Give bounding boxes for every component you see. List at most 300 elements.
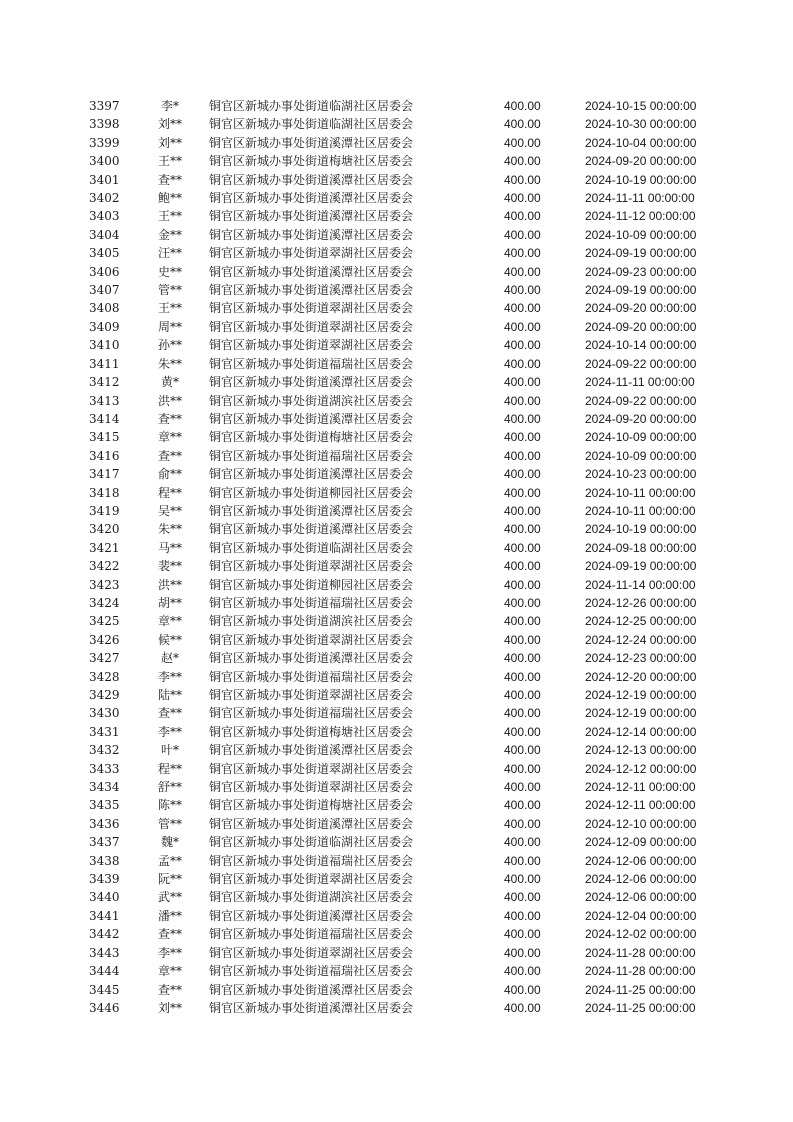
row-amount: 400.00	[504, 135, 541, 150]
row-date: 2024-11-28 00:00:00	[585, 964, 696, 979]
row-organization: 铜官区新城办事处街道福瑞社区居委会	[209, 964, 414, 979]
row-name: 查**	[157, 448, 182, 463]
row-date: 2024-10-15 00:00:00	[585, 99, 697, 113]
row-date: 2024-12-12 00:00:00	[585, 761, 697, 776]
table-row	[0, 134, 793, 152]
table-row	[0, 870, 793, 888]
row-name: 管**	[157, 816, 182, 831]
row-date: 2024-09-18 00:00:00	[585, 540, 697, 555]
row-date: 2024-11-28 00:00:00	[585, 945, 696, 960]
row-organization: 铜官区新城办事处街道溪潭社区居委会	[209, 264, 414, 279]
row-date: 2024-09-20 00:00:00	[585, 319, 697, 334]
row-number: 3413	[89, 393, 120, 408]
row-amount: 400.00	[504, 411, 541, 426]
row-number: 3424	[89, 595, 120, 610]
row-name: 刘**	[157, 1000, 182, 1015]
row-name: 查**	[157, 706, 182, 721]
row-date: 2024-12-09 00:00:00	[585, 835, 697, 850]
row-name: 查**	[157, 411, 182, 426]
table-row	[0, 465, 793, 483]
row-amount: 400.00	[504, 614, 541, 629]
row-date: 2024-09-22 00:00:00	[585, 393, 697, 408]
table-row	[0, 557, 793, 575]
row-amount: 400.00	[504, 872, 541, 887]
row-organization: 铜官区新城办事处街道溪潭社区居委会	[209, 503, 414, 518]
row-amount: 400.00	[504, 448, 541, 463]
row-name: 裴**	[157, 559, 182, 574]
row-organization: 铜官区新城办事处街道临湖社区居委会	[209, 835, 414, 850]
table-row	[0, 852, 793, 870]
row-date: 2024-10-09 00:00:00	[585, 448, 697, 463]
row-amount: 400.00	[504, 761, 541, 776]
row-number: 3401	[89, 172, 120, 187]
row-amount: 400.00	[504, 154, 541, 169]
row-amount: 400.00	[504, 99, 541, 113]
row-number: 3434	[89, 780, 120, 795]
row-number: 3430	[89, 706, 120, 721]
row-number: 3419	[89, 503, 120, 518]
row-amount: 400.00	[504, 853, 541, 868]
row-number: 3410	[89, 338, 120, 353]
row-amount: 400.00	[504, 467, 541, 482]
row-date: 2024-12-06 00:00:00	[585, 853, 697, 868]
row-amount: 400.00	[504, 503, 541, 518]
row-amount: 400.00	[504, 559, 541, 574]
row-organization: 铜官区新城办事处街道翠湖社区居委会	[209, 761, 414, 776]
row-amount: 400.00	[504, 301, 541, 316]
row-name: 章**	[157, 430, 182, 445]
row-name: 孙**	[157, 338, 182, 353]
table-row	[0, 428, 793, 446]
table-row	[0, 907, 793, 925]
row-organization: 铜官区新城办事处街道福瑞社区居委会	[209, 356, 414, 371]
row-name: 马**	[157, 540, 182, 555]
row-name: 武**	[157, 890, 182, 905]
row-number: 3436	[89, 816, 120, 831]
row-amount: 400.00	[504, 283, 541, 298]
row-date: 2024-11-11 00:00:00	[585, 375, 695, 390]
row-name: 魏*	[160, 835, 179, 850]
table-row	[0, 778, 793, 796]
row-number: 3416	[89, 448, 120, 463]
row-organization: 铜官区新城办事处街道溪潭社区居委会	[209, 135, 414, 150]
table-row	[0, 484, 793, 502]
row-amount: 400.00	[504, 172, 541, 187]
row-amount: 400.00	[504, 577, 541, 592]
table-row	[0, 97, 793, 115]
table-row	[0, 189, 793, 207]
row-organization: 铜官区新城办事处街道福瑞社区居委会	[209, 853, 414, 868]
row-amount: 400.00	[504, 945, 541, 960]
row-date: 2024-12-25 00:00:00	[585, 614, 697, 629]
row-date: 2024-10-19 00:00:00	[585, 522, 697, 537]
row-date: 2024-09-19 00:00:00	[585, 283, 697, 298]
row-number: 3412	[89, 375, 120, 390]
row-number: 3443	[89, 945, 120, 960]
table-row	[0, 631, 793, 649]
row-date: 2024-10-30 00:00:00	[585, 117, 697, 132]
row-name: 叶*	[160, 743, 179, 758]
table-row	[0, 281, 793, 299]
row-name: 孟**	[157, 853, 182, 868]
row-number: 3398	[89, 117, 120, 132]
row-organization: 铜官区新城办事处街道柳园社区居委会	[209, 577, 414, 592]
table-row	[0, 649, 793, 667]
row-organization: 铜官区新城办事处街道临湖社区居委会	[209, 117, 414, 132]
row-name: 查**	[157, 982, 182, 997]
row-organization: 铜官区新城办事处街道溪潭社区居委会	[209, 908, 414, 923]
table-row	[0, 244, 793, 262]
row-organization: 铜官区新城办事处街道翠湖社区居委会	[209, 559, 414, 574]
table-row	[0, 760, 793, 778]
row-organization: 铜官区新城办事处街道溪潭社区居委会	[209, 375, 414, 390]
row-amount: 400.00	[504, 908, 541, 923]
row-organization: 铜官区新城办事处街道溪潭社区居委会	[209, 411, 414, 426]
row-date: 2024-12-11 00:00:00	[585, 780, 696, 795]
row-date: 2024-12-23 00:00:00	[585, 651, 697, 666]
table-row	[0, 888, 793, 906]
table-row	[0, 318, 793, 336]
row-number: 3399	[89, 135, 120, 150]
row-number: 3441	[89, 908, 120, 923]
row-date: 2024-09-19 00:00:00	[585, 246, 697, 261]
row-number: 3442	[89, 927, 120, 942]
row-organization: 铜官区新城办事处街道翠湖社区居委会	[209, 945, 414, 960]
table-row	[0, 373, 793, 391]
row-organization: 铜官区新城办事处街道湖滨社区居委会	[209, 614, 414, 629]
row-amount: 400.00	[504, 927, 541, 942]
table-row	[0, 686, 793, 704]
row-date: 2024-10-04 00:00:00	[585, 135, 697, 150]
row-name: 管**	[157, 283, 182, 298]
row-number: 3404	[89, 227, 120, 242]
table-row	[0, 502, 793, 520]
row-name: 阮**	[157, 872, 182, 887]
row-number: 3411	[89, 356, 120, 371]
row-organization: 铜官区新城办事处街道翠湖社区居委会	[209, 319, 414, 334]
row-number: 3437	[89, 835, 120, 850]
row-name: 王**	[157, 209, 182, 224]
row-number: 3432	[89, 743, 120, 758]
row-date: 2024-12-14 00:00:00	[585, 724, 697, 739]
row-amount: 400.00	[504, 706, 541, 721]
row-number: 3414	[89, 411, 120, 426]
table-row	[0, 741, 793, 759]
row-organization: 铜官区新城办事处街道溪潭社区居委会	[209, 743, 414, 758]
row-number: 3431	[89, 724, 120, 739]
row-date: 2024-12-20 00:00:00	[585, 669, 697, 684]
row-name: 李**	[157, 724, 182, 739]
row-date: 2024-09-22 00:00:00	[585, 356, 697, 371]
row-name: 程**	[157, 485, 182, 500]
row-name: 李**	[157, 945, 182, 960]
row-amount: 400.00	[504, 319, 541, 334]
row-amount: 400.00	[504, 743, 541, 758]
row-name: 李**	[157, 669, 182, 684]
row-name: 黄*	[160, 375, 179, 390]
table-row	[0, 207, 793, 225]
row-date: 2024-11-14 00:00:00	[585, 577, 696, 592]
row-number: 3418	[89, 485, 120, 500]
row-date: 2024-12-26 00:00:00	[585, 595, 697, 610]
row-organization: 铜官区新城办事处街道溪潭社区居委会	[209, 522, 414, 537]
row-name: 查**	[157, 927, 182, 942]
subsidy-list-table	[0, 97, 793, 1017]
row-amount: 400.00	[504, 430, 541, 445]
row-amount: 400.00	[504, 356, 541, 371]
row-number: 3407	[89, 283, 120, 298]
table-row	[0, 815, 793, 833]
row-amount: 400.00	[504, 209, 541, 224]
table-row	[0, 668, 793, 686]
row-number: 3403	[89, 209, 120, 224]
row-date: 2024-12-24 00:00:00	[585, 632, 697, 647]
row-organization: 铜官区新城办事处街道溪潭社区居委会	[209, 227, 414, 242]
row-organization: 铜官区新城办事处街道溪潭社区居委会	[209, 191, 414, 206]
row-amount: 400.00	[504, 982, 541, 997]
row-amount: 400.00	[504, 264, 541, 279]
row-number: 3445	[89, 982, 120, 997]
table-row	[0, 704, 793, 722]
row-name: 舒**	[157, 780, 182, 795]
row-number: 3421	[89, 540, 120, 555]
row-date: 2024-12-10 00:00:00	[585, 816, 697, 831]
table-row	[0, 833, 793, 851]
row-amount: 400.00	[504, 835, 541, 850]
row-organization: 铜官区新城办事处街道溪潭社区居委会	[209, 172, 414, 187]
row-organization: 铜官区新城办事处街道梅塘社区居委会	[209, 430, 414, 445]
row-name: 吴**	[157, 503, 182, 518]
row-organization: 铜官区新城办事处街道福瑞社区居委会	[209, 448, 414, 463]
row-name: 朱**	[157, 522, 182, 537]
table-row	[0, 152, 793, 170]
row-organization: 铜官区新城办事处街道湖滨社区居委会	[209, 890, 414, 905]
row-organization: 铜官区新城办事处街道梅塘社区居委会	[209, 798, 414, 813]
row-number: 3409	[89, 319, 120, 334]
row-amount: 400.00	[504, 890, 541, 905]
table-row	[0, 299, 793, 317]
row-date: 2024-12-19 00:00:00	[585, 706, 697, 721]
table-row	[0, 263, 793, 281]
row-name: 洪**	[157, 577, 182, 592]
row-name: 查**	[157, 172, 182, 187]
row-name: 胡**	[157, 595, 182, 610]
row-name: 候**	[157, 632, 182, 647]
row-name: 周**	[157, 319, 182, 334]
row-amount: 400.00	[504, 669, 541, 684]
table-row	[0, 944, 793, 962]
row-name: 陈**	[157, 798, 182, 813]
row-organization: 铜官区新城办事处街道溪潭社区居委会	[209, 209, 414, 224]
row-amount: 400.00	[504, 964, 541, 979]
row-organization: 铜官区新城办事处街道翠湖社区居委会	[209, 688, 414, 702]
row-number: 3428	[89, 669, 120, 684]
row-amount: 400.00	[504, 688, 541, 702]
row-organization: 铜官区新城办事处街道翠湖社区居委会	[209, 301, 414, 316]
row-amount: 400.00	[504, 393, 541, 408]
row-organization: 铜官区新城办事处街道福瑞社区居委会	[209, 706, 414, 721]
row-number: 3429	[89, 688, 120, 702]
row-name: 陆**	[157, 688, 182, 702]
table-row	[0, 336, 793, 354]
row-organization: 铜官区新城办事处街道溪潭社区居委会	[209, 982, 414, 997]
table-row	[0, 539, 793, 557]
row-number: 3425	[89, 614, 120, 629]
row-date: 2024-12-13 00:00:00	[585, 743, 697, 758]
row-date: 2024-11-11 00:00:00	[585, 191, 695, 206]
row-date: 2024-10-23 00:00:00	[585, 467, 697, 482]
table-row	[0, 925, 793, 943]
row-organization: 铜官区新城办事处街道梅塘社区居委会	[209, 724, 414, 739]
table-row	[0, 447, 793, 465]
row-number: 3408	[89, 301, 120, 316]
row-name: 章**	[157, 964, 182, 979]
row-amount: 400.00	[504, 227, 541, 242]
row-date: 2024-12-06 00:00:00	[585, 872, 697, 887]
row-date: 2024-12-19 00:00:00	[585, 688, 697, 702]
row-number: 3420	[89, 522, 120, 537]
row-date: 2024-12-06 00:00:00	[585, 890, 697, 905]
row-amount: 400.00	[504, 780, 541, 795]
row-amount: 400.00	[504, 540, 541, 555]
row-organization: 铜官区新城办事处街道湖滨社区居委会	[209, 393, 414, 408]
row-amount: 400.00	[504, 798, 541, 813]
table-row	[0, 355, 793, 373]
row-number: 3439	[89, 872, 120, 887]
row-name: 朱**	[157, 356, 182, 371]
row-date: 2024-12-11 00:00:00	[585, 798, 696, 813]
row-organization: 铜官区新城办事处街道翠湖社区居委会	[209, 632, 414, 647]
row-number: 3444	[89, 964, 120, 979]
row-date: 2024-10-09 00:00:00	[585, 430, 697, 445]
row-date: 2024-09-20 00:00:00	[585, 301, 697, 316]
table-row	[0, 723, 793, 741]
row-amount: 400.00	[504, 338, 541, 353]
row-amount: 400.00	[504, 1000, 541, 1015]
table-row	[0, 612, 793, 630]
row-organization: 铜官区新城办事处街道溪潭社区居委会	[209, 283, 414, 298]
row-number: 3400	[89, 154, 120, 169]
row-number: 3446	[89, 1000, 120, 1015]
row-number: 3433	[89, 761, 120, 776]
row-name: 潘**	[157, 908, 182, 923]
row-date: 2024-10-11 00:00:00	[585, 503, 696, 518]
row-number: 3397	[89, 99, 120, 113]
row-amount: 400.00	[504, 724, 541, 739]
row-organization: 铜官区新城办事处街道临湖社区居委会	[209, 99, 414, 113]
row-organization: 铜官区新城办事处街道临湖社区居委会	[209, 540, 414, 555]
table-row	[0, 392, 793, 410]
table-row	[0, 981, 793, 999]
table-row	[0, 171, 793, 189]
row-number: 3435	[89, 798, 120, 813]
row-amount: 400.00	[504, 117, 541, 132]
row-date: 2024-10-19 00:00:00	[585, 172, 697, 187]
row-number: 3426	[89, 632, 120, 647]
table-row	[0, 520, 793, 538]
row-amount: 400.00	[504, 191, 541, 206]
row-date: 2024-11-25 00:00:00	[585, 1000, 696, 1015]
row-date: 2024-10-09 00:00:00	[585, 227, 697, 242]
table-row	[0, 410, 793, 428]
row-name: 金**	[157, 227, 182, 242]
row-name: 刘**	[157, 117, 182, 132]
row-organization: 铜官区新城办事处街道翠湖社区居委会	[209, 780, 414, 795]
row-organization: 铜官区新城办事处街道溪潭社区居委会	[209, 467, 414, 482]
row-number: 3415	[89, 430, 120, 445]
row-number: 3406	[89, 264, 120, 279]
row-date: 2024-09-20 00:00:00	[585, 154, 697, 169]
row-amount: 400.00	[504, 816, 541, 831]
table-row	[0, 115, 793, 133]
row-name: 史**	[157, 264, 182, 279]
row-amount: 400.00	[504, 651, 541, 666]
row-amount: 400.00	[504, 632, 541, 647]
row-amount: 400.00	[504, 246, 541, 261]
row-name: 赵*	[160, 651, 179, 666]
row-name: 鲍**	[157, 191, 182, 206]
row-number: 3422	[89, 559, 120, 574]
row-organization: 铜官区新城办事处街道翠湖社区居委会	[209, 872, 414, 887]
row-organization: 铜官区新城办事处街道溪潭社区居委会	[209, 1000, 414, 1015]
row-name: 王**	[157, 301, 182, 316]
row-number: 3405	[89, 246, 120, 261]
row-number: 3402	[89, 191, 120, 206]
row-name: 刘**	[157, 135, 182, 150]
table-row	[0, 594, 793, 612]
row-name: 洪**	[157, 393, 182, 408]
row-name: 王**	[157, 154, 182, 169]
row-organization: 铜官区新城办事处街道梅塘社区居委会	[209, 154, 414, 169]
row-amount: 400.00	[504, 595, 541, 610]
row-date: 2024-12-04 00:00:00	[585, 908, 697, 923]
row-date: 2024-09-19 00:00:00	[585, 559, 697, 574]
row-organization: 铜官区新城办事处街道溪潭社区居委会	[209, 651, 414, 666]
row-organization: 铜官区新城办事处街道翠湖社区居委会	[209, 246, 414, 261]
row-date: 2024-10-14 00:00:00	[585, 338, 697, 353]
row-number: 3417	[89, 467, 120, 482]
row-name: 汪**	[157, 246, 182, 261]
row-date: 2024-10-11 00:00:00	[585, 485, 696, 500]
row-date: 2024-12-02 00:00:00	[585, 927, 697, 942]
row-number: 3438	[89, 853, 120, 868]
row-date: 2024-09-23 00:00:00	[585, 264, 697, 279]
row-organization: 铜官区新城办事处街道溪潭社区居委会	[209, 816, 414, 831]
table-row	[0, 576, 793, 594]
row-name: 程**	[157, 761, 182, 776]
row-organization: 铜官区新城办事处街道福瑞社区居委会	[209, 669, 414, 684]
table-row	[0, 796, 793, 814]
row-organization: 铜官区新城办事处街道翠湖社区居委会	[209, 338, 414, 353]
row-date: 2024-11-25 00:00:00	[585, 982, 696, 997]
row-number: 3440	[89, 890, 120, 905]
table-row	[0, 999, 793, 1017]
row-date: 2024-11-12 00:00:00	[585, 209, 696, 224]
row-organization: 铜官区新城办事处街道柳园社区居委会	[209, 485, 414, 500]
row-organization: 铜官区新城办事处街道福瑞社区居委会	[209, 595, 414, 610]
row-date: 2024-09-20 00:00:00	[585, 411, 697, 426]
row-amount: 400.00	[504, 522, 541, 537]
table-row	[0, 962, 793, 980]
row-name: 李*	[160, 99, 179, 113]
row-number: 3423	[89, 577, 120, 592]
row-name: 俞**	[157, 467, 182, 482]
row-amount: 400.00	[504, 485, 541, 500]
row-name: 章**	[157, 614, 182, 629]
row-number: 3427	[89, 651, 120, 666]
row-organization: 铜官区新城办事处街道福瑞社区居委会	[209, 927, 414, 942]
row-amount: 400.00	[504, 375, 541, 390]
